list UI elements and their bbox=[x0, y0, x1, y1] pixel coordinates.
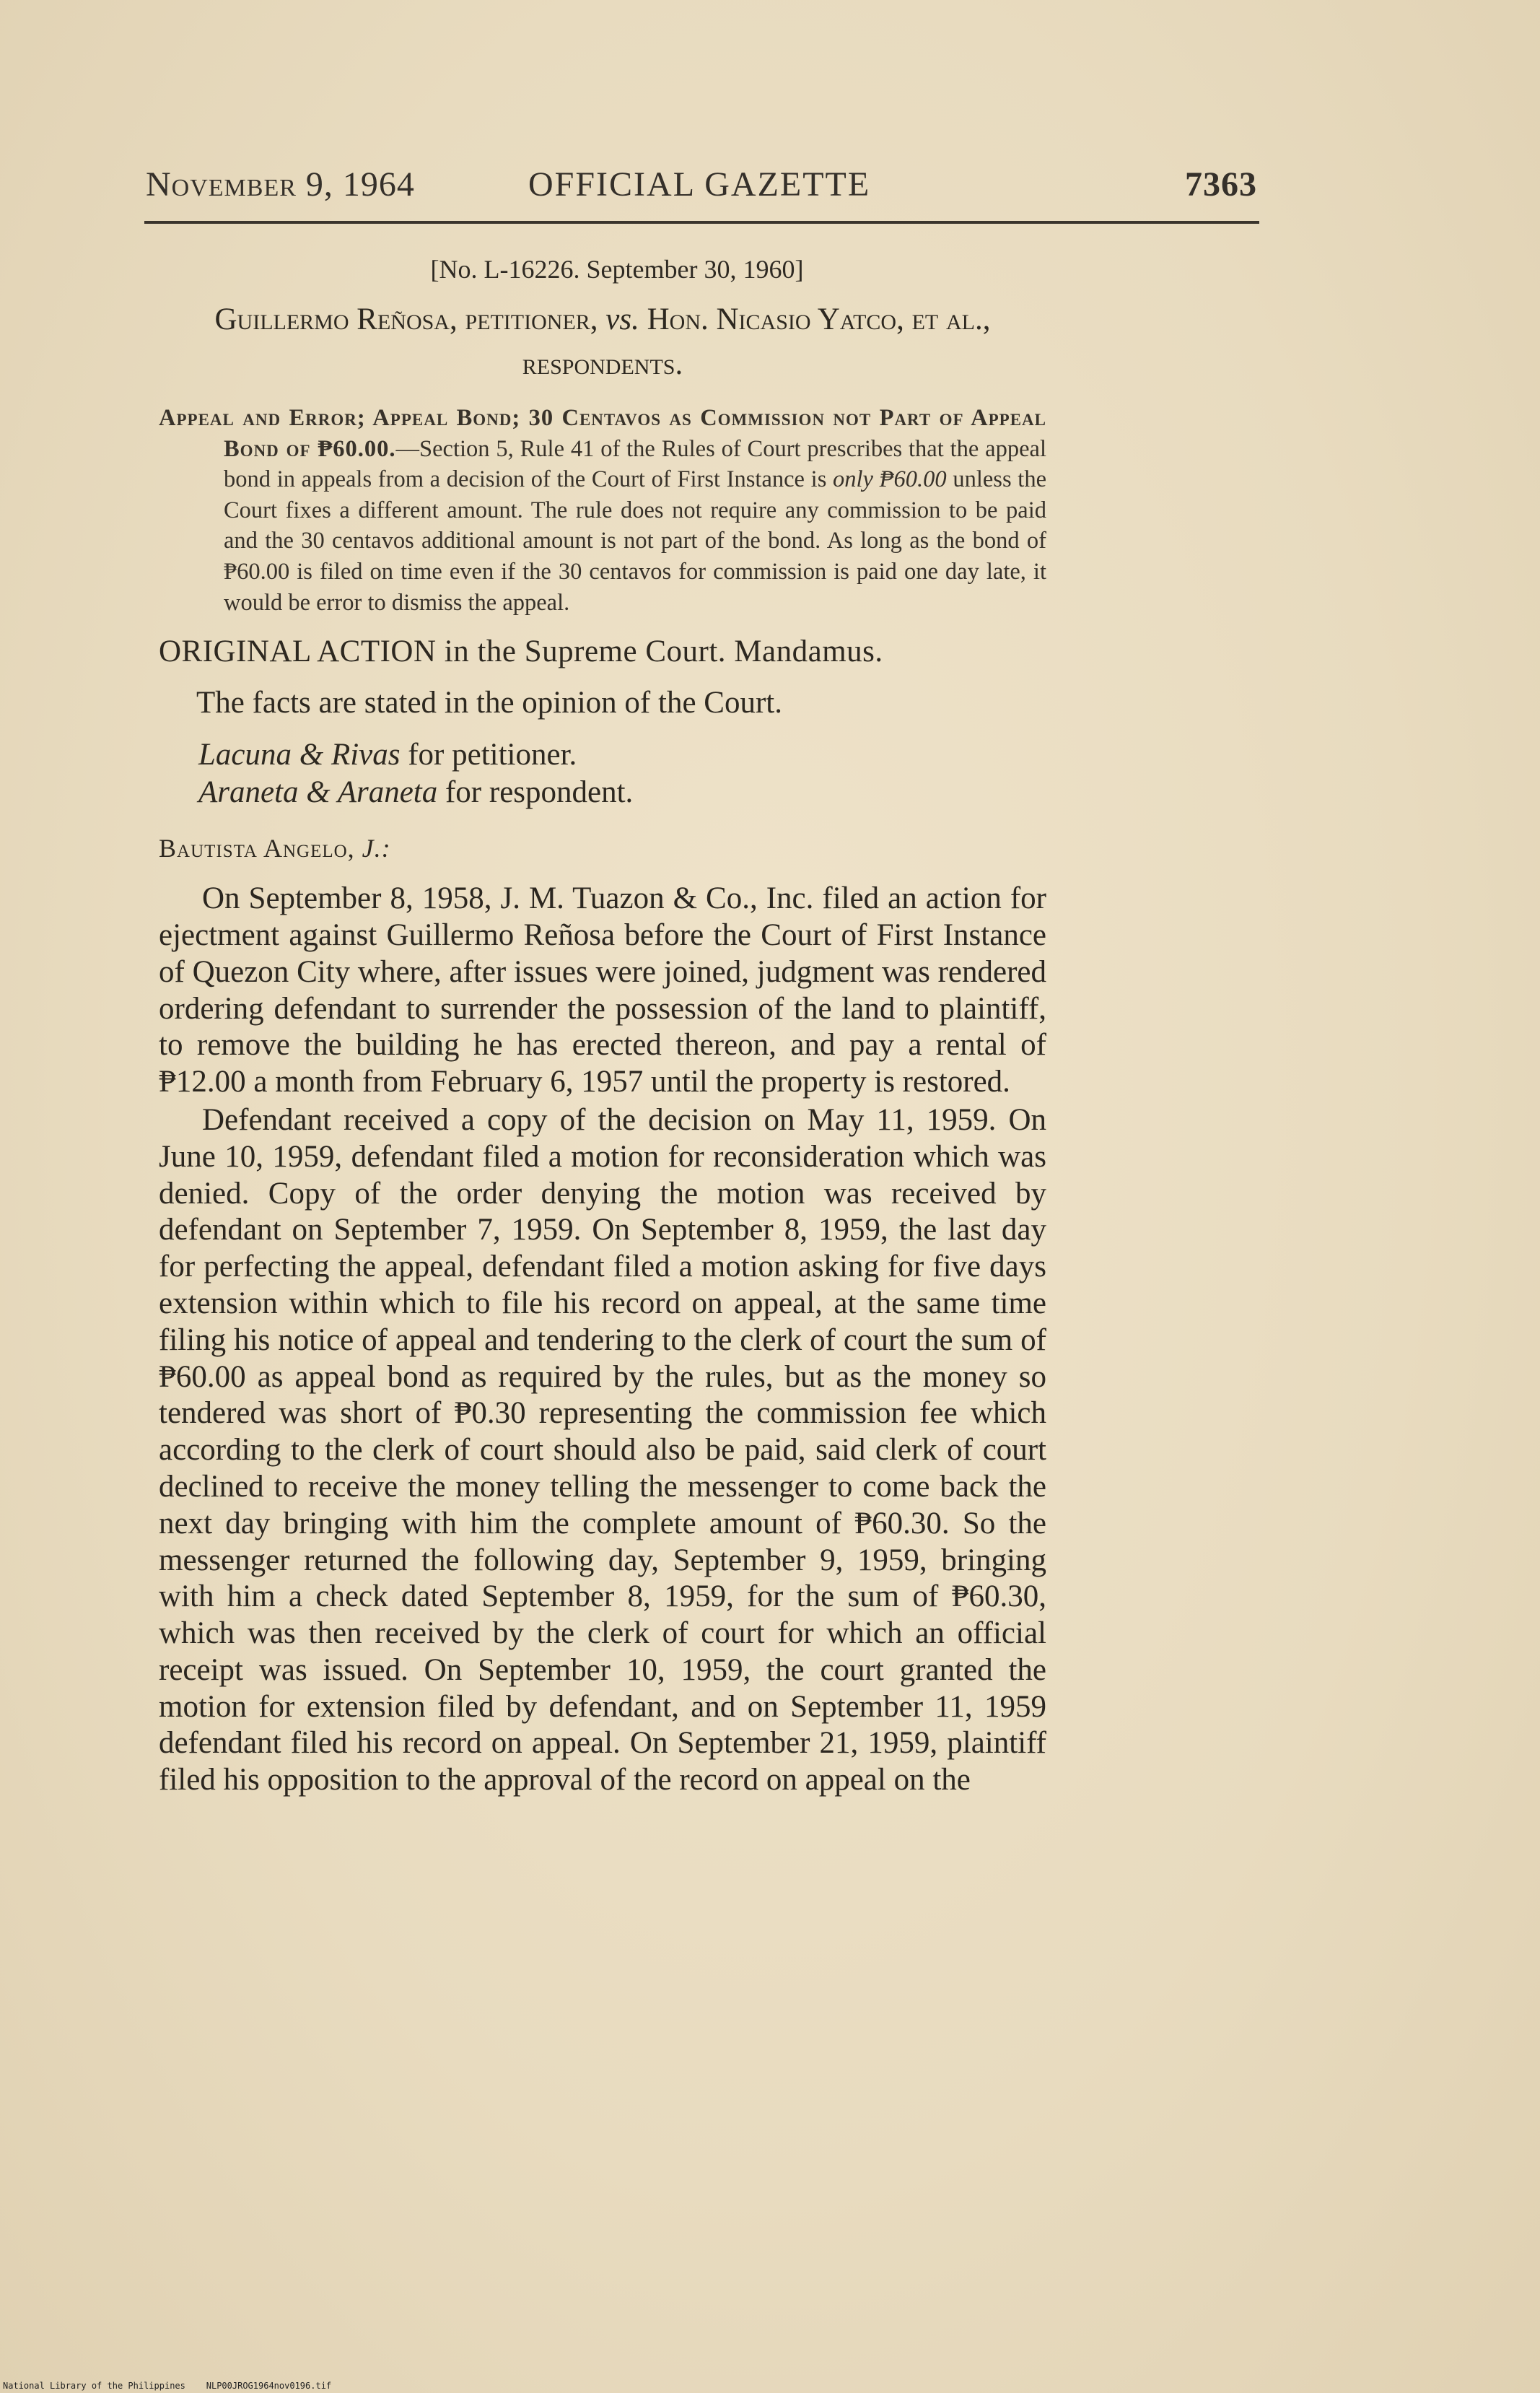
document-body bbox=[159, 254, 1046, 1799]
ponente-name: Bautista Angelo, bbox=[159, 834, 355, 863]
counsel-role: for respondent. bbox=[437, 775, 634, 810]
counsel-line-respondent bbox=[159, 774, 1046, 811]
syllabus-text-1: —Section 5, Rule 41 of the Rules of Court prescribes that the appeal bond in appeals from a decision of the Court of First Instance is bbox=[224, 435, 1046, 493]
versus: vs. bbox=[605, 302, 639, 336]
case-parties bbox=[159, 297, 1046, 387]
petitioner-role: , petitioner, bbox=[449, 302, 598, 336]
syllabus-text-2: unless the Court fixes a different amount. The rule does not require any commission to be paid and the 30 centavos additional amount is not part of the bond. As long as the bond of ₱60.00 is filed on time even if the 30 centavos for commission is paid one day late, it would be error to dismiss the appeal. bbox=[224, 466, 1046, 616]
running-head bbox=[146, 165, 1257, 211]
counsel-firm: Lacuna & Rivas bbox=[198, 738, 401, 772]
petitioner-name: Guillermo Reñosa bbox=[214, 302, 450, 336]
facts-line: The facts are stated in the opinion of the Court. bbox=[196, 686, 782, 720]
publication-title: OFFICIAL GAZETTE bbox=[528, 165, 871, 204]
counsel-firm: Araneta & Araneta bbox=[198, 775, 438, 810]
respondent-name: Hon. Nicasio Yatco, et al. bbox=[647, 302, 983, 336]
action-line: ORIGINAL ACTION in the Supreme Court. Mandamus. bbox=[159, 635, 883, 669]
opinion-paragraph: On September 8, 1958, J. M. Tuazon & Co., Inc. filed an action for ejectment against Guillermo Reñosa before the Court of First Instance of Quezon City where, after issues were joined, judgment was rendered ordering defendant to surrender the possession of the land to plaintiff, to remove the building he has erected thereon, and pay a rental of ₱12.00 a month from February 6, 1957 until the property is restored. bbox=[159, 881, 1046, 1099]
counsel-line-petitioner bbox=[159, 736, 1046, 774]
ponente-title: J.: bbox=[354, 834, 391, 863]
respondent-role: , respondents. bbox=[522, 302, 991, 381]
syllabus-emphasis: only ₱60.00 bbox=[833, 466, 947, 493]
header-rule bbox=[144, 221, 1259, 224]
counsel-role: for petitioner. bbox=[400, 738, 577, 772]
opinion-paragraph: Defendant received a copy of the decision on May 11, 1959. On June 10, 1959, defendant filed a motion for reconsideration which was denied. Copy of the order denying the motion was received by defendant on September 7, 1959. On September 8, 1959, the last day for perfecting the appeal, defendant filed a motion asking for five days extension within which to file his record on appeal, at the same time filing his notice of appeal and tendering to the clerk of court the sum of ₱60.00 as appeal bond as required by the rules, but as the money so tendered was short of ₱0.30 representing the commission fee which according to the clerk of court should also be paid, said clerk of court declined to receive the money telling the messenger to come back the next day bringing with him the complete amount of ₱60.30. So the messenger returned the following day, September 9, 1959, bringing with him a check dated September 8, 1959, for the sum of ₱60.30, which was then received by the clerk of court for which an official receipt was issued. On September 10, 1959, the court granted the motion for extension filed by defendant, and on September 11, 1959 defendant filed his record on appeal. On September 21, 1959, plaintiff filed his opposition to the approval of the record on appeal on the bbox=[159, 1102, 1046, 1797]
syllabus bbox=[159, 403, 1046, 618]
header-date: November 9, 1964 bbox=[146, 165, 415, 204]
docket-number: [No. L-16226. September 30, 1960] bbox=[430, 255, 804, 284]
syllabus-heading: Appeal and Error; Appeal Bond; 30 Centavos as Commission not Part of Appeal Bond of ₱60.00. bbox=[159, 405, 1046, 462]
page-number: 7363 bbox=[1185, 165, 1257, 204]
scan-credit: National Library of the Philippines NLP00JROG1964nov0196.tif bbox=[3, 2381, 332, 2391]
ponente bbox=[159, 833, 1046, 863]
